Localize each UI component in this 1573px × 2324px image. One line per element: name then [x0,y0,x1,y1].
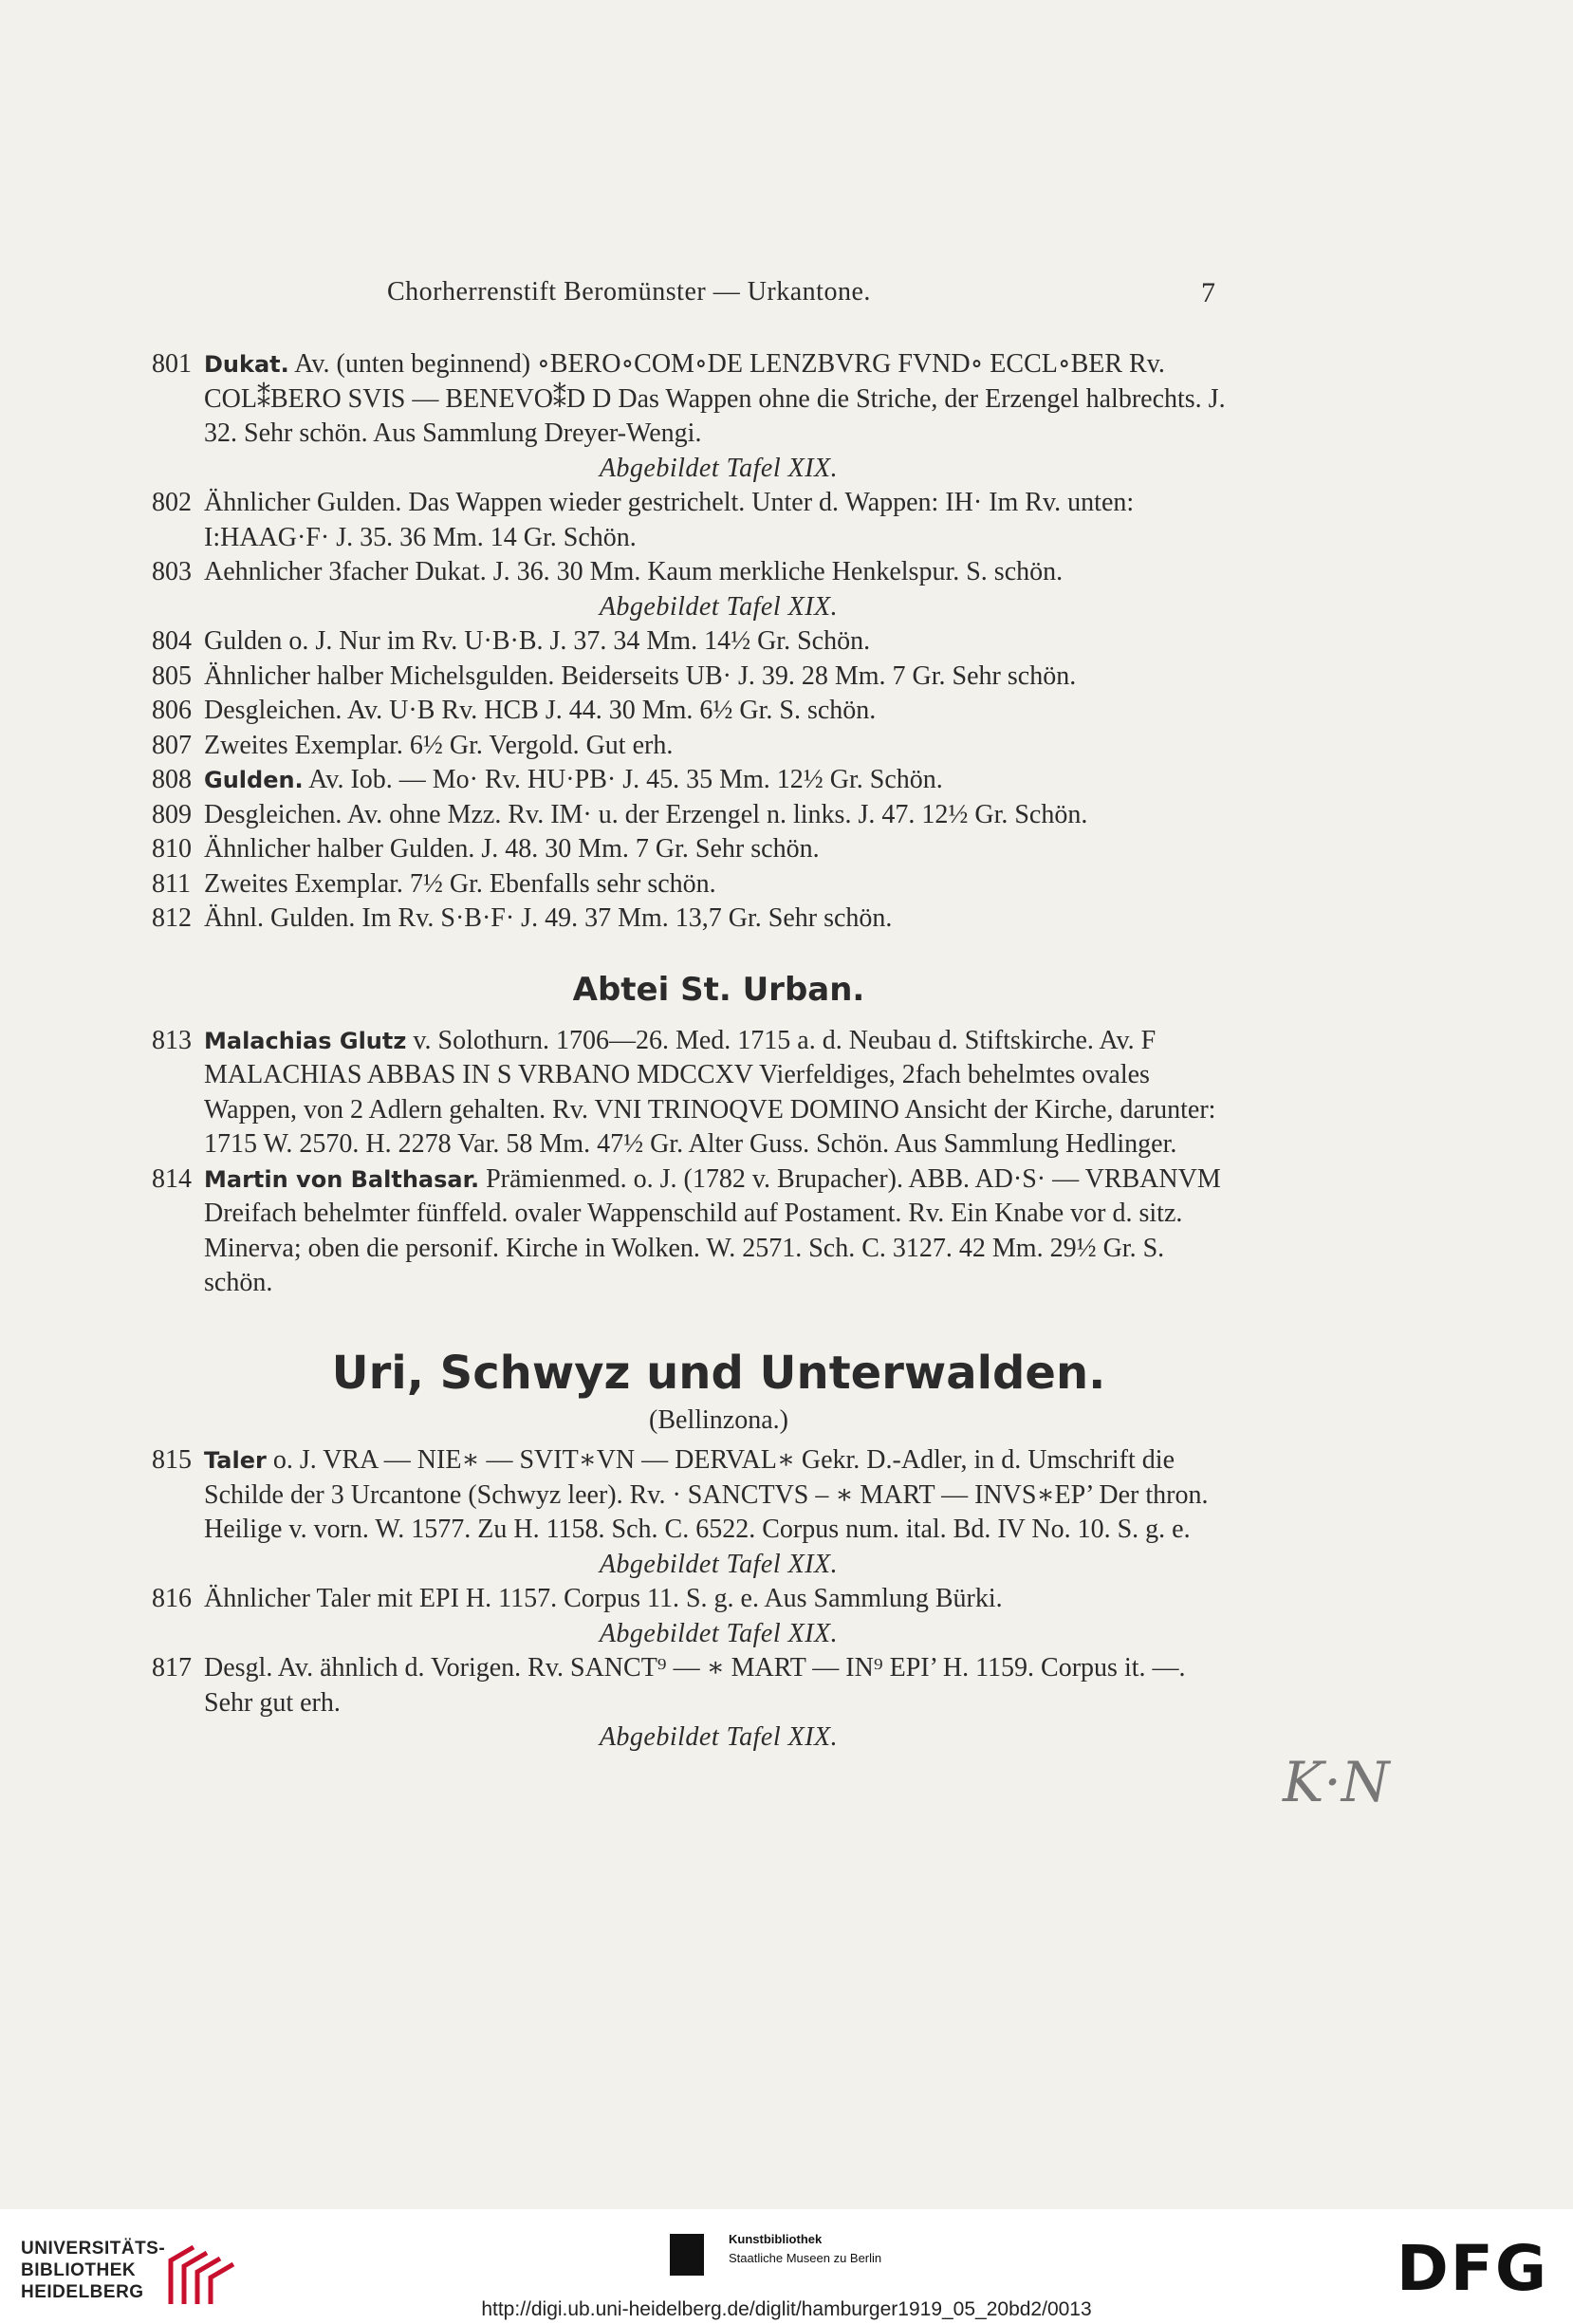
entry-body [204,1164,1221,1298]
catalog-entry [152,1024,1233,1162]
entry-text: Desgleichen. Av. U·B Rv. HCB J. 44. 30 Mm. 6½ Gr. S. schön. [204,696,877,725]
entry-number: 810 [152,834,192,864]
catalog-entry [152,763,1233,798]
entry-number: 809 [152,799,192,829]
entry-number: 808 [152,765,192,794]
entry-body [204,557,1063,586]
catalog-entry [152,486,1233,555]
entry-lead: Gulden. [204,767,304,793]
ub-logo-line: UNIVERSITÄTS- [21,2239,166,2259]
catalog-entry [152,555,1233,590]
entry-lead: Dukat. [204,351,289,378]
entry-body [204,349,1226,448]
catalog-entry [152,798,1233,833]
entry-number: 804 [152,626,192,656]
catalog-entries [152,347,1233,1756]
section-subheading: (Bellinzona.) [649,1404,788,1435]
kunstbibliothek-mark-icon [670,2234,704,2276]
entry-number: 805 [152,660,192,691]
entry-text: Av. (unten beginnend) ∘BERO∘COM∘DE LENZBVRG FVND∘ ECCL∘BER Rv. COL⁑BERO SVIS — BENEVO⁑D D Das Wappen ohne die Striche, der Erzengel halbrechts. J. 32. Sehr schön. Aus Sammlung Dreyer-Wengi. [204,349,1226,448]
entry-number: 815 [152,1445,192,1475]
entry-text: Av. Iob. — Mo· Rv. HU·PB· J. 45. 35 Mm. 12½ Gr. Schön. [303,765,943,794]
catalog-entry [152,624,1233,660]
entry-text: v. Solothurn. 1706—26. Med. 1715 a. d. Neubau d. Stiftskirche. Av. F MALACHIAS ABBAS IN S VRBANO MDCCXV Vierfeldiges, 2fach behelmtes ovales Wappen, von 2 Adlern gehalten. Rv. VNI TRINOQVE DOMINO Ansicht der Kirche, darunter: 1715 W. 2570. H. 2278 Var. 58 Mm. 47½ Gr. Alter Guss. Schön. Aus Sammlung Hedlinger. [204,1025,1216,1159]
ub-logo-line: BIBLIOTHEK [21,2260,137,2280]
entry-body [204,869,716,899]
entry-number: 803 [152,557,192,586]
entry-text: Ähnl. Gulden. Im Rv. S·B·F· J. 49. 37 Mm. 13,7 Gr. Sehr schön. [204,903,893,933]
entry-number: 802 [152,488,192,517]
entry-number: 812 [152,903,192,933]
entry-body [204,765,943,794]
section-heading-urkantone: Uri, Schwyz und Unterwalden. [331,1346,1106,1400]
catalog-entry [152,347,1233,452]
plate-caption: Abgebildet Tafel XIX. [599,1618,839,1648]
entry-number: 817 [152,1653,192,1683]
entry-text: Ähnlicher Gulden. Das Wappen wieder gestrichelt. Unter d. Wappen: IH· Im Rv. unten: I:HAAG·F· J. 35. 36 Mm. 14 Gr. Schön. [204,488,1135,552]
entry-text: Aehnlicher 3facher Dukat. J. 36. 30 Mm. Kaum merkliche Henkelspur. S. schön. [204,557,1064,586]
kunstbibliothek-subtitle: Staatliche Museen zu Berlin [729,2251,882,2265]
entry-text: Zweites Exemplar. 6½ Gr. Vergold. Gut erh. [204,730,674,760]
entry-body [204,1026,1215,1160]
entry-body [204,834,820,864]
entry-text: Ähnlicher Taler mit EPI H. 1157. Corpus 11. S. g. e. Aus Sammlung Bürki. [204,1584,1003,1613]
entry-body [204,626,870,656]
ub-heidelberg-logo [21,2230,249,2306]
entry-number: 801 [152,349,192,379]
entry-text: Desgleichen. Av. ohne Mzz. Rv. IM· u. der Erzengel n. links. J. 47. 12½ Gr. Schön. [204,799,1088,829]
catalog-entry [152,832,1233,867]
entry-lead: Taler [204,1447,267,1474]
entry-body [204,1584,1003,1613]
entry-text: Desgl. Av. ähnlich d. Vorigen. Rv. SANCT⁹ — ∗ MART — IN⁹ EPI’ H. 1159. Corpus it. —. Sehr gut erh. [204,1653,1186,1718]
entry-body [204,696,876,725]
entries-st-urban [152,1024,1233,1301]
plate-caption: Abgebildet Tafel XIX. [599,1722,839,1752]
kunstbibliothek-name: Kunstbibliothek [729,2232,823,2246]
entry-lead: Martin von Balthasar. [204,1165,480,1193]
entry-text: Ähnlicher halber Michelsgulden. Beiderseits UB· J. 39. 28 Mm. 7 Gr. Sehr schön. [204,660,1077,691]
dfg-logo: DFG [1397,2232,1549,2305]
catalog-entry [152,729,1233,764]
entry-text: o. J. VRA — NIE∗ — SVIT∗VN — DERVAL∗ Gekr. D.-Adler, in d. Umschrift die Schilde der 3 Urcantone (Schwyz leer). Rv. · SANCTVS – ∗ MART — INVS∗EP’ Der thron. Heilige v. vorn. W. 1577. Zu H. 1158. Sch. C. 6522. Corpus num. ital. Bd. IV No. 10. S. g. e. [204,1445,1209,1544]
handwritten-margin-note: K·N [1283,1750,1390,1814]
entry-body [204,488,1134,552]
ub-logo-mark-icon [161,2236,237,2306]
entry-number: 816 [152,1584,192,1613]
catalog-entry [152,1162,1233,1301]
ub-logo-text [21,2238,165,2303]
entry-body [204,661,1076,691]
entry-body [204,1445,1208,1544]
entry-number: 814 [152,1163,192,1194]
plate-caption: Abgebildet Tafel XIX. [599,591,839,622]
entry-lead: Malachias Glutz [204,1027,407,1054]
plate-caption: Abgebildet Tafel XIX. [599,453,839,483]
running-title: Chorherrenstift Beromünster — Urkantone. [387,277,871,307]
catalog-entry [152,1443,1233,1548]
entry-body [204,800,1087,829]
entry-body [204,903,892,933]
catalog-entry [152,1651,1233,1720]
digitization-footer [0,2209,1573,2324]
entry-number: 813 [152,1025,192,1055]
entry-text: Zweites Exemplar. 7½ Gr. Ebenfalls sehr schön. [204,868,716,899]
kunstbibliothek-logo [670,2230,954,2287]
entry-text: Ähnlicher halber Gulden. J. 48. 30 Mm. 7 Gr. Sehr schön. [204,834,820,864]
entries-beromuenster [152,347,1233,937]
page-number: 7 [1201,277,1215,308]
catalog-entry [152,902,1233,937]
source-url[interactable]: http://digi.ub.uni-heidelberg.de/diglit/hamburger1919_05_20bd2/0013 [481,2298,1092,2320]
entries-urkantone [152,1443,1233,1756]
entry-text: Gulden o. J. Nur im Rv. U·B·B. J. 37. 34 Mm. 14½ Gr. Schön. [204,626,871,656]
entry-number: 811 [152,868,191,899]
section-heading-st-urban: Abtei St. Urban. [572,970,865,1009]
catalog-entry [152,694,1233,729]
catalog-entry [152,1582,1233,1617]
entry-text: Prämienmed. o. J. (1782 v. Brupacher). ABB. AD·S· — VRBANVM Dreifach behelmter fünffeld. ovaler Wappenschild auf Postament. Rv. Ein Knabe vor d. sitz. Minerva; oben die personif. Kirche in Wolken. W. 2571. Sch. C. 3127. 42 Mm. 29½ Gr. S. schön. [204,1163,1221,1297]
entry-number: 807 [152,730,192,760]
plate-caption: Abgebildet Tafel XIX. [599,1549,839,1579]
entry-body [204,731,673,760]
entry-body [204,1653,1186,1718]
entry-number: 806 [152,696,192,725]
catalog-entry [152,867,1233,902]
ub-logo-line: HEIDELBERG [21,2282,144,2302]
catalog-entry [152,660,1233,695]
